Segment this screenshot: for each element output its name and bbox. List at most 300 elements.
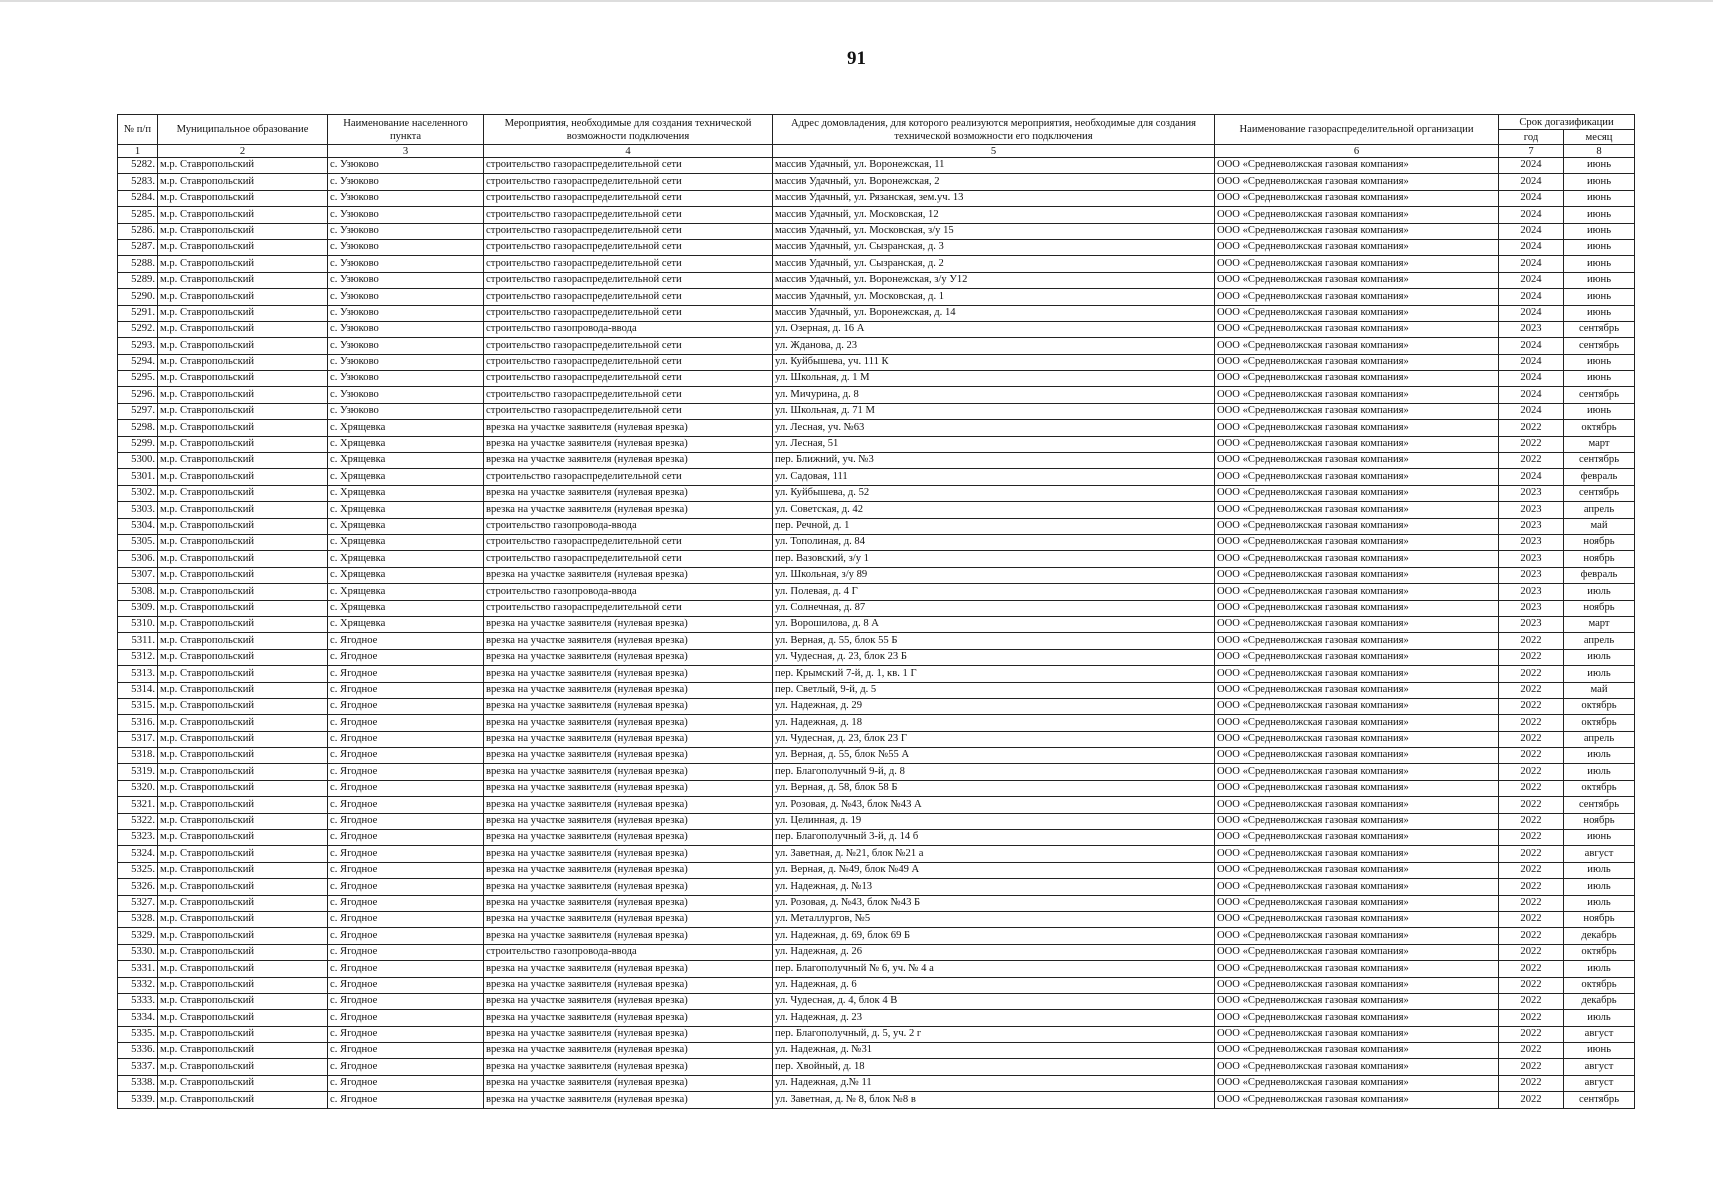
settlement-cell: с. Хрящевка xyxy=(328,469,484,485)
organization-cell: ООО «Средневолжская газовая компания» xyxy=(1215,911,1499,927)
municipality-cell: м.р. Ставропольский xyxy=(158,387,328,403)
organization-cell: ООО «Средневолжская газовая компания» xyxy=(1215,502,1499,518)
measure-cell: строительство газораспределительной сети xyxy=(484,469,773,485)
municipality-cell: м.р. Ставропольский xyxy=(158,534,328,550)
measure-cell: строительство газораспределительной сети xyxy=(484,272,773,288)
measure-cell: строительство газопровода-ввода xyxy=(484,944,773,960)
table-row xyxy=(118,469,1635,485)
measure-cell: строительство газопровода-ввода xyxy=(484,321,773,337)
address-cell: ул. Надежная, д. 29 xyxy=(773,698,1215,714)
header-deadline: Срок догазификации xyxy=(1499,115,1635,130)
settlement-cell: с. Ягодное xyxy=(328,682,484,698)
year-cell: 2024 xyxy=(1499,387,1564,403)
year-cell: 2024 xyxy=(1499,469,1564,485)
address-cell: ул. Верная, д. 58, блок 58 Б xyxy=(773,780,1215,796)
address-cell: пер. Благополучный 3-й, д. 14 б xyxy=(773,830,1215,846)
month-cell: июль xyxy=(1564,879,1635,895)
settlement-cell: с. Узюково xyxy=(328,403,484,419)
settlement-cell: с. Ягодное xyxy=(328,862,484,878)
month-cell: июнь xyxy=(1564,403,1635,419)
settlement-cell: с. Ягодное xyxy=(328,1075,484,1091)
measure-cell: врезка на участке заявителя (нулевая врезка) xyxy=(484,977,773,993)
settlement-cell: с. Ягодное xyxy=(328,1092,484,1108)
address-cell: пер. Речной, д. 1 xyxy=(773,518,1215,534)
month-cell: июнь xyxy=(1564,223,1635,239)
table-row xyxy=(118,600,1635,616)
year-cell: 2022 xyxy=(1499,830,1564,846)
month-cell: май xyxy=(1564,518,1635,534)
municipality-cell: м.р. Ставропольский xyxy=(158,354,328,370)
settlement-cell: с. Узюково xyxy=(328,338,484,354)
year-cell: 2024 xyxy=(1499,207,1564,223)
address-cell: ул. Куйбышева, д. 52 xyxy=(773,485,1215,501)
organization-cell: ООО «Средневолжская газовая компания» xyxy=(1215,289,1499,305)
table-row xyxy=(118,158,1635,174)
organization-cell: ООО «Средневолжская газовая компания» xyxy=(1215,682,1499,698)
organization-cell: ООО «Средневолжская газовая компания» xyxy=(1215,780,1499,796)
organization-cell: ООО «Средневолжская газовая компания» xyxy=(1215,616,1499,632)
address-cell: ул. Жданова, д. 23 xyxy=(773,338,1215,354)
month-cell: декабрь xyxy=(1564,993,1635,1009)
organization-cell: ООО «Средневолжская газовая компания» xyxy=(1215,436,1499,452)
year-cell: 2024 xyxy=(1499,305,1564,321)
month-cell: июнь xyxy=(1564,289,1635,305)
organization-cell: ООО «Средневолжская газовая компания» xyxy=(1215,977,1499,993)
month-cell: апрель xyxy=(1564,633,1635,649)
organization-cell: ООО «Средневолжская газовая компания» xyxy=(1215,207,1499,223)
address-cell: ул. Надежная, д. №31 xyxy=(773,1043,1215,1059)
measure-cell: врезка на участке заявителя (нулевая врезка) xyxy=(484,830,773,846)
municipality-cell: м.р. Ставропольский xyxy=(158,830,328,846)
row-number: 5318. xyxy=(118,748,158,764)
address-cell: ул. Надежная, д. 69, блок 69 Б xyxy=(773,928,1215,944)
year-cell: 2022 xyxy=(1499,420,1564,436)
month-cell: июнь xyxy=(1564,174,1635,190)
year-cell: 2022 xyxy=(1499,780,1564,796)
header-measure: Мероприятия, необходимые для создания технической возможности подключения xyxy=(484,115,773,145)
municipality-cell: м.р. Ставропольский xyxy=(158,846,328,862)
organization-cell: ООО «Средневолжская газовая компания» xyxy=(1215,633,1499,649)
row-number: 5287. xyxy=(118,239,158,255)
municipality-cell: м.р. Ставропольский xyxy=(158,649,328,665)
month-cell: октябрь xyxy=(1564,698,1635,714)
table-row xyxy=(118,764,1635,780)
row-number: 5314. xyxy=(118,682,158,698)
table-row xyxy=(118,453,1635,469)
year-cell: 2023 xyxy=(1499,584,1564,600)
month-cell: сентябрь xyxy=(1564,1092,1635,1108)
year-cell: 2022 xyxy=(1499,649,1564,665)
table-row xyxy=(118,1092,1635,1108)
address-cell: ул. Чудесная, д. 4, блок 4 В xyxy=(773,993,1215,1009)
measure-cell: врезка на участке заявителя (нулевая врезка) xyxy=(484,1059,773,1075)
settlement-cell: с. Узюково xyxy=(328,207,484,223)
month-cell: июнь xyxy=(1564,158,1635,174)
address-cell: пер. Ближний, уч. №3 xyxy=(773,453,1215,469)
municipality-cell: м.р. Ставропольский xyxy=(158,305,328,321)
year-cell: 2022 xyxy=(1499,1043,1564,1059)
measure-cell: врезка на участке заявителя (нулевая врезка) xyxy=(484,731,773,747)
settlement-cell: с. Хрящевка xyxy=(328,616,484,632)
month-cell: июнь xyxy=(1564,830,1635,846)
address-cell: пер. Благополучный, д. 5, уч. 2 г xyxy=(773,1026,1215,1042)
measure-cell: строительство газораспределительной сети xyxy=(484,403,773,419)
municipality-cell: м.р. Ставропольский xyxy=(158,223,328,239)
organization-cell: ООО «Средневолжская газовая компания» xyxy=(1215,1026,1499,1042)
month-cell: ноябрь xyxy=(1564,534,1635,550)
measure-cell: врезка на участке заявителя (нулевая врезка) xyxy=(484,895,773,911)
column-number: 5 xyxy=(773,145,1215,158)
year-cell: 2024 xyxy=(1499,272,1564,288)
organization-cell: ООО «Средневолжская газовая компания» xyxy=(1215,190,1499,206)
month-cell: август xyxy=(1564,1059,1635,1075)
settlement-cell: с. Ягодное xyxy=(328,977,484,993)
header-settlement: Наименование населенного пункта xyxy=(328,115,484,145)
organization-cell: ООО «Средневолжская газовая компания» xyxy=(1215,518,1499,534)
row-number: 5284. xyxy=(118,190,158,206)
year-cell: 2022 xyxy=(1499,993,1564,1009)
month-cell: апрель xyxy=(1564,731,1635,747)
year-cell: 2022 xyxy=(1499,961,1564,977)
measure-cell: строительство газораспределительной сети xyxy=(484,600,773,616)
row-number: 5302. xyxy=(118,485,158,501)
row-number: 5334. xyxy=(118,1010,158,1026)
month-cell: февраль xyxy=(1564,567,1635,583)
settlement-cell: с. Ягодное xyxy=(328,911,484,927)
month-cell: октябрь xyxy=(1564,944,1635,960)
column-number: 6 xyxy=(1215,145,1499,158)
row-number: 5338. xyxy=(118,1075,158,1091)
address-cell: массив Удачный, ул. Московская, 12 xyxy=(773,207,1215,223)
municipality-cell: м.р. Ставропольский xyxy=(158,502,328,518)
table-row xyxy=(118,338,1635,354)
year-cell: 2022 xyxy=(1499,436,1564,452)
table-row xyxy=(118,666,1635,682)
municipality-cell: м.р. Ставропольский xyxy=(158,977,328,993)
month-cell: сентябрь xyxy=(1564,387,1635,403)
organization-cell: ООО «Средневолжская газовая компания» xyxy=(1215,993,1499,1009)
table-row xyxy=(118,846,1635,862)
table-row xyxy=(118,911,1635,927)
column-number: 7 xyxy=(1499,145,1564,158)
address-cell: ул. Лесная, уч. №63 xyxy=(773,420,1215,436)
month-cell: июль xyxy=(1564,748,1635,764)
organization-cell: ООО «Средневолжская газовая компания» xyxy=(1215,715,1499,731)
organization-cell: ООО «Средневолжская газовая компания» xyxy=(1215,928,1499,944)
address-cell: массив Удачный, ул. Сызранская, д. 3 xyxy=(773,239,1215,255)
settlement-cell: с. Ягодное xyxy=(328,993,484,1009)
month-cell: июнь xyxy=(1564,239,1635,255)
table-row xyxy=(118,223,1635,239)
measure-cell: врезка на участке заявителя (нулевая врезка) xyxy=(484,846,773,862)
municipality-cell: м.р. Ставропольский xyxy=(158,944,328,960)
settlement-cell: с. Узюково xyxy=(328,321,484,337)
header-organization: Наименование газораспределительной организации xyxy=(1215,115,1499,145)
address-cell: ул. Надежная, д. №13 xyxy=(773,879,1215,895)
month-cell: июнь xyxy=(1564,272,1635,288)
municipality-cell: м.р. Ставропольский xyxy=(158,879,328,895)
year-cell: 2022 xyxy=(1499,944,1564,960)
year-cell: 2022 xyxy=(1499,715,1564,731)
month-cell: февраль xyxy=(1564,469,1635,485)
organization-cell: ООО «Средневолжская газовая компания» xyxy=(1215,1010,1499,1026)
month-cell: июнь xyxy=(1564,256,1635,272)
column-number: 1 xyxy=(118,145,158,158)
address-cell: массив Удачный, ул. Воронежская, з/у У12 xyxy=(773,272,1215,288)
organization-cell: ООО «Средневолжская газовая компания» xyxy=(1215,813,1499,829)
row-number: 5304. xyxy=(118,518,158,534)
table-row xyxy=(118,289,1635,305)
organization-cell: ООО «Средневолжская газовая компания» xyxy=(1215,420,1499,436)
row-number: 5328. xyxy=(118,911,158,927)
organization-cell: ООО «Средневолжская газовая компания» xyxy=(1215,403,1499,419)
address-cell: пер. Благополучный 9-й, д. 8 xyxy=(773,764,1215,780)
month-cell: март xyxy=(1564,436,1635,452)
address-cell: ул. Надежная, д. 18 xyxy=(773,715,1215,731)
organization-cell: ООО «Средневолжская газовая компания» xyxy=(1215,338,1499,354)
measure-cell: врезка на участке заявителя (нулевая врезка) xyxy=(484,453,773,469)
row-number: 5293. xyxy=(118,338,158,354)
table-row xyxy=(118,485,1635,501)
row-number: 5295. xyxy=(118,371,158,387)
month-cell: апрель xyxy=(1564,502,1635,518)
row-number: 5297. xyxy=(118,403,158,419)
month-cell: август xyxy=(1564,1075,1635,1091)
month-cell: ноябрь xyxy=(1564,813,1635,829)
row-number: 5288. xyxy=(118,256,158,272)
organization-cell: ООО «Средневолжская газовая компания» xyxy=(1215,961,1499,977)
municipality-cell: м.р. Ставропольский xyxy=(158,338,328,354)
table-row xyxy=(118,239,1635,255)
month-cell: июнь xyxy=(1564,207,1635,223)
row-number: 5329. xyxy=(118,928,158,944)
year-cell: 2022 xyxy=(1499,748,1564,764)
year-cell: 2024 xyxy=(1499,158,1564,174)
settlement-cell: с. Ягодное xyxy=(328,748,484,764)
year-cell: 2023 xyxy=(1499,534,1564,550)
organization-cell: ООО «Средневолжская газовая компания» xyxy=(1215,321,1499,337)
address-cell: ул. Металлургов, №5 xyxy=(773,911,1215,927)
row-number: 5316. xyxy=(118,715,158,731)
table-row xyxy=(118,682,1635,698)
table-row xyxy=(118,420,1635,436)
address-cell: ул. Солнечная, д. 87 xyxy=(773,600,1215,616)
month-cell: ноябрь xyxy=(1564,551,1635,567)
row-number: 5317. xyxy=(118,731,158,747)
municipality-cell: м.р. Ставропольский xyxy=(158,993,328,1009)
year-cell: 2024 xyxy=(1499,338,1564,354)
organization-cell: ООО «Средневолжская газовая компания» xyxy=(1215,239,1499,255)
measure-cell: врезка на участке заявителя (нулевая врезка) xyxy=(484,1026,773,1042)
measure-cell: врезка на участке заявителя (нулевая врезка) xyxy=(484,682,773,698)
settlement-cell: с. Ягодное xyxy=(328,813,484,829)
month-cell: июль xyxy=(1564,666,1635,682)
year-cell: 2022 xyxy=(1499,633,1564,649)
column-number: 8 xyxy=(1564,145,1635,158)
year-cell: 2023 xyxy=(1499,321,1564,337)
year-cell: 2022 xyxy=(1499,1010,1564,1026)
settlement-cell: с. Узюково xyxy=(328,387,484,403)
table-row xyxy=(118,797,1635,813)
table-row xyxy=(118,731,1635,747)
municipality-cell: м.р. Ставропольский xyxy=(158,911,328,927)
address-cell: ул. Советская, д. 42 xyxy=(773,502,1215,518)
settlement-cell: с. Ягодное xyxy=(328,846,484,862)
row-number: 5331. xyxy=(118,961,158,977)
organization-cell: ООО «Средневолжская газовая компания» xyxy=(1215,698,1499,714)
organization-cell: ООО «Средневолжская газовая компания» xyxy=(1215,469,1499,485)
organization-cell: ООО «Средневолжская газовая компания» xyxy=(1215,272,1499,288)
row-number: 5308. xyxy=(118,584,158,600)
address-cell: ул. Верная, д. №49, блок №49 А xyxy=(773,862,1215,878)
month-cell: сентябрь xyxy=(1564,338,1635,354)
settlement-cell: с. Ягодное xyxy=(328,698,484,714)
row-number: 5320. xyxy=(118,780,158,796)
measure-cell: строительство газораспределительной сети xyxy=(484,239,773,255)
measure-cell: врезка на участке заявителя (нулевая врезка) xyxy=(484,780,773,796)
row-number: 5339. xyxy=(118,1092,158,1108)
settlement-cell: с. Ягодное xyxy=(328,879,484,895)
table-row xyxy=(118,715,1635,731)
month-cell: июль xyxy=(1564,895,1635,911)
year-cell: 2022 xyxy=(1499,977,1564,993)
page-number: 91 xyxy=(847,48,866,69)
address-cell: ул. Верная, д. 55, блок 55 Б xyxy=(773,633,1215,649)
municipality-cell: м.р. Ставропольский xyxy=(158,1026,328,1042)
address-cell: ул. Надежная, д. 6 xyxy=(773,977,1215,993)
row-number: 5309. xyxy=(118,600,158,616)
measure-cell: врезка на участке заявителя (нулевая врезка) xyxy=(484,649,773,665)
municipality-cell: м.р. Ставропольский xyxy=(158,289,328,305)
address-cell: ул. Надежная, д. 23 xyxy=(773,1010,1215,1026)
measure-cell: строительство газораспределительной сети xyxy=(484,551,773,567)
municipality-cell: м.р. Ставропольский xyxy=(158,321,328,337)
measure-cell: врезка на участке заявителя (нулевая врезка) xyxy=(484,1075,773,1091)
municipality-cell: м.р. Ставропольский xyxy=(158,420,328,436)
address-cell: ул. Розовая, д. №43, блок №43 А xyxy=(773,797,1215,813)
table-row xyxy=(118,190,1635,206)
address-cell: ул. Ворошилова, д. 8 А xyxy=(773,616,1215,632)
table-row xyxy=(118,387,1635,403)
address-cell: массив Удачный, ул. Московская, з/у 15 xyxy=(773,223,1215,239)
municipality-cell: м.р. Ставропольский xyxy=(158,1059,328,1075)
month-cell: сентябрь xyxy=(1564,453,1635,469)
address-cell: массив Удачный, ул. Воронежская, д. 14 xyxy=(773,305,1215,321)
month-cell: июль xyxy=(1564,862,1635,878)
measure-cell: врезка на участке заявителя (нулевая врезка) xyxy=(484,748,773,764)
settlement-cell: с. Хрящевка xyxy=(328,485,484,501)
address-cell: массив Удачный, ул. Воронежская, 11 xyxy=(773,158,1215,174)
year-cell: 2022 xyxy=(1499,764,1564,780)
month-cell: июнь xyxy=(1564,190,1635,206)
address-cell: ул. Озерная, д. 16 А xyxy=(773,321,1215,337)
month-cell: июнь xyxy=(1564,371,1635,387)
municipality-cell: м.р. Ставропольский xyxy=(158,600,328,616)
table-row xyxy=(118,436,1635,452)
organization-cell: ООО «Средневолжская газовая компания» xyxy=(1215,862,1499,878)
settlement-cell: с. Узюково xyxy=(328,289,484,305)
column-number-row xyxy=(118,145,1635,158)
year-cell: 2023 xyxy=(1499,616,1564,632)
address-cell: пер. Благополучный № 6, уч. № 4 а xyxy=(773,961,1215,977)
table-row xyxy=(118,1043,1635,1059)
municipality-cell: м.р. Ставропольский xyxy=(158,518,328,534)
row-number: 5311. xyxy=(118,633,158,649)
municipality-cell: м.р. Ставропольский xyxy=(158,436,328,452)
table-body xyxy=(118,158,1635,1109)
address-cell: массив Удачный, ул. Рязанская, зем.уч. 13 xyxy=(773,190,1215,206)
measure-cell: строительство газораспределительной сети xyxy=(484,223,773,239)
row-number: 5307. xyxy=(118,567,158,583)
settlement-cell: с. Ягодное xyxy=(328,1043,484,1059)
measure-cell: строительство газораспределительной сети xyxy=(484,371,773,387)
measure-cell: строительство газораспределительной сети xyxy=(484,256,773,272)
row-number: 5282. xyxy=(118,158,158,174)
measure-cell: врезка на участке заявителя (нулевая врезка) xyxy=(484,961,773,977)
row-number: 5306. xyxy=(118,551,158,567)
measure-cell: врезка на участке заявителя (нулевая врезка) xyxy=(484,1092,773,1108)
settlement-cell: с. Хрящевка xyxy=(328,420,484,436)
municipality-cell: м.р. Ставропольский xyxy=(158,731,328,747)
year-cell: 2022 xyxy=(1499,813,1564,829)
month-cell: июль xyxy=(1564,649,1635,665)
settlement-cell: с. Узюково xyxy=(328,190,484,206)
municipality-cell: м.р. Ставропольский xyxy=(158,813,328,829)
year-cell: 2024 xyxy=(1499,190,1564,206)
year-cell: 2022 xyxy=(1499,797,1564,813)
row-number: 5298. xyxy=(118,420,158,436)
organization-cell: ООО «Средневолжская газовая компания» xyxy=(1215,485,1499,501)
measure-cell: врезка на участке заявителя (нулевая врезка) xyxy=(484,813,773,829)
table-row xyxy=(118,1059,1635,1075)
organization-cell: ООО «Средневолжская газовая компания» xyxy=(1215,354,1499,370)
table-row xyxy=(118,895,1635,911)
municipality-cell: м.р. Ставропольский xyxy=(158,616,328,632)
table-row xyxy=(118,928,1635,944)
table-row xyxy=(118,256,1635,272)
address-cell: ул. Мичурина, д. 8 xyxy=(773,387,1215,403)
organization-cell: ООО «Средневолжская газовая компания» xyxy=(1215,584,1499,600)
measure-cell: врезка на участке заявителя (нулевая врезка) xyxy=(484,911,773,927)
row-number: 5289. xyxy=(118,272,158,288)
settlement-cell: с. Ягодное xyxy=(328,895,484,911)
row-number: 5291. xyxy=(118,305,158,321)
month-cell: октябрь xyxy=(1564,977,1635,993)
row-number: 5335. xyxy=(118,1026,158,1042)
settlement-cell: с. Узюково xyxy=(328,272,484,288)
address-cell: ул. Полевая, д. 4 Г xyxy=(773,584,1215,600)
municipality-cell: м.р. Ставропольский xyxy=(158,961,328,977)
settlement-cell: с. Ягодное xyxy=(328,715,484,731)
table-row xyxy=(118,174,1635,190)
address-cell: ул. Надежная, д.№ 11 xyxy=(773,1075,1215,1091)
table-row xyxy=(118,649,1635,665)
year-cell: 2023 xyxy=(1499,485,1564,501)
table-row xyxy=(118,403,1635,419)
settlement-cell: с. Ягодное xyxy=(328,764,484,780)
organization-cell: ООО «Средневолжская газовая компания» xyxy=(1215,453,1499,469)
address-cell: ул. Надежная, д. 26 xyxy=(773,944,1215,960)
month-cell: июль xyxy=(1564,1010,1635,1026)
header-num: № п/п xyxy=(118,115,158,145)
table-row xyxy=(118,354,1635,370)
measure-cell: строительство газораспределительной сети xyxy=(484,207,773,223)
address-cell: ул. Куйбышева, уч. 111 К xyxy=(773,354,1215,370)
address-cell: массив Удачный, ул. Воронежская, 2 xyxy=(773,174,1215,190)
organization-cell: ООО «Средневолжская газовая компания» xyxy=(1215,256,1499,272)
year-cell: 2022 xyxy=(1499,862,1564,878)
row-number: 5310. xyxy=(118,616,158,632)
